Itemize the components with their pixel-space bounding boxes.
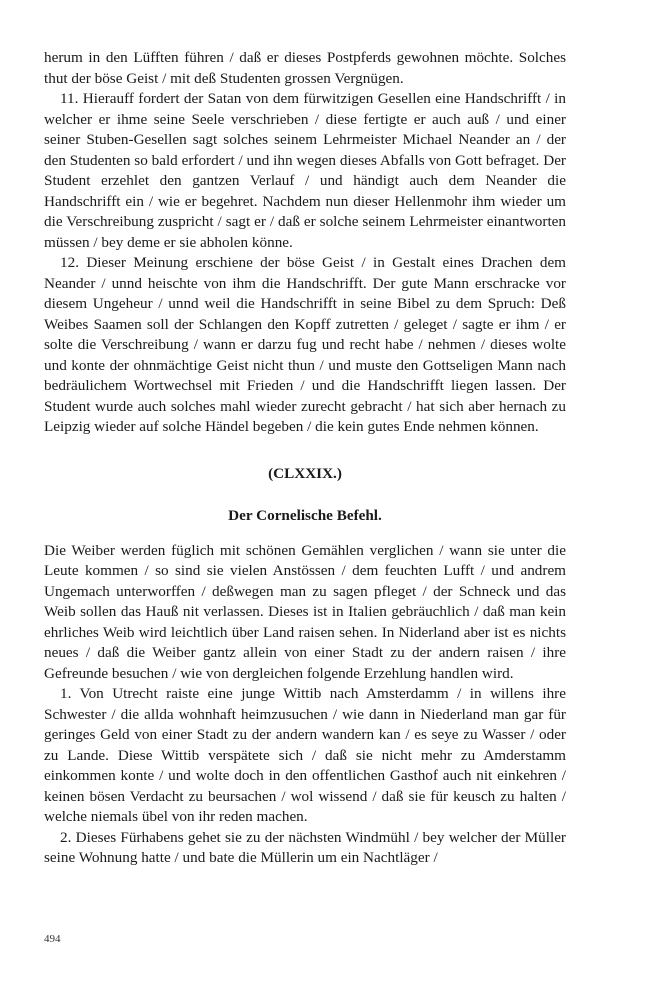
paragraph-2: 2. Dieses Fürhabens gehet sie zu der nächsten Windmühl / bey welcher der Müller seine Wohnung hatte / und bate die Müllerin um ein Nachtläger / [44,828,566,866]
paragraph-11: 11. Hierauff fordert der Satan von dem fürwitzigen Gesellen eine Handschrifft / in welcher er ihme seine Seele verschrieben / diese fertigte er auch auß / und einer seiner Stuben-Gesellen sagt solches seinem Lehrmeister Michael Neander an / der den Studenten so bald erfordert / und ihn wegen dieses Abfalls von Gott befraget. Der Student erzehlet den gantzen Verlauf / und händigt auch dem Neander die Handschrifft ein / wie er begehret. Nachdem nun dieser Hellenmohr ihm wieder um die Verschreibung zuspricht / sagt er / daß er solche seinem Lehrmeister einantworten müssen / bey deme er sie abholen könne. [44,90,566,251]
page-number: 494 [44,933,61,945]
paragraph-1: 1. Von Utrecht raiste eine junge Wittib nach Amsterdamm / in willens ihre Schwester / die allda wohnhaft heimzusuchen / wie dann in Niederland man gar für geringes Geld von einer Stadt zu der andern wandern kan / es seye zu Wasser / oder zu Lande. Diese Wittib verspätete sich / daß sie nicht mehr zu Amderstamm einkommen konte / und wolte doch in den offentlichen Gasthof auch nit einkehren / keinen bösen Verdacht zu beursachen / wol wissend / daß sie für keusch zu halten / welche niemals übel von ihr reden machen. [44,685,566,825]
paragraph-intro: Die Weiber werden füglich mit schönen Gemählen verglichen / wann sie unter die Leute kommen / so sind sie vielen Anstössen / dem feuchten Lufft / und andrem Ungemach unterworffen / deßwegen man zu sagen pfleget / der Schneck und das Weib sollen das Hauß nit verlassen. Dieses ist in Italien gebräuchlich / daß man kein ehrliches Weib wird leichtlich über Land raisen sehen. In Niderland aber ist es nichts neues / daß die Weiber gantz allein von einer Stadt zu der andern raisen / ihre Gefreunde besuchen / wie von dergleichen folgende Erzehlung handlen wird. [44,541,566,682]
paragraph-12: 12. Dieser Meinung erschiene der böse Geist / in Gestalt eines Drachen dem Neander / unnd heischte von ihm die Handschrifft. Der gute Mann erschracke vor diesem Ungeheur / unnd weil die Handschrifft in seine Bibel zu dem Spruch: Deß Weibes Saamen soll der Schlangen den Kopff zutretten / geleget / sagte er ihm / er solte die Verschreibung / wann er darzu fug und recht habe / nehmen / dieses wolte und konte der ohnmächtige Geist nicht thun / und muste den Gottseligen Mann nach bedräulichem Wortwechsel mit Frieden / und die Handschrifft liegen lassen. Der Student wurde auch solches mahl wieder zurecht gebracht / hat sich aber hernach zu Leipzig wieder auf solche Händel begeben / die kein gutes Ende nehmen können. [44,254,566,435]
chapter-number: (CLXXIX.) [268,464,342,482]
book-page [44,48,566,869]
paragraph-continuation: herum in den Lüfften führen / daß er dieses Postpferds gewohnen möchte. Solches thut der böse Geist / mit deß Studenten grossen Vergnügen. [44,49,566,87]
chapter-title: Der Cornelische Befehl. [228,507,382,524]
